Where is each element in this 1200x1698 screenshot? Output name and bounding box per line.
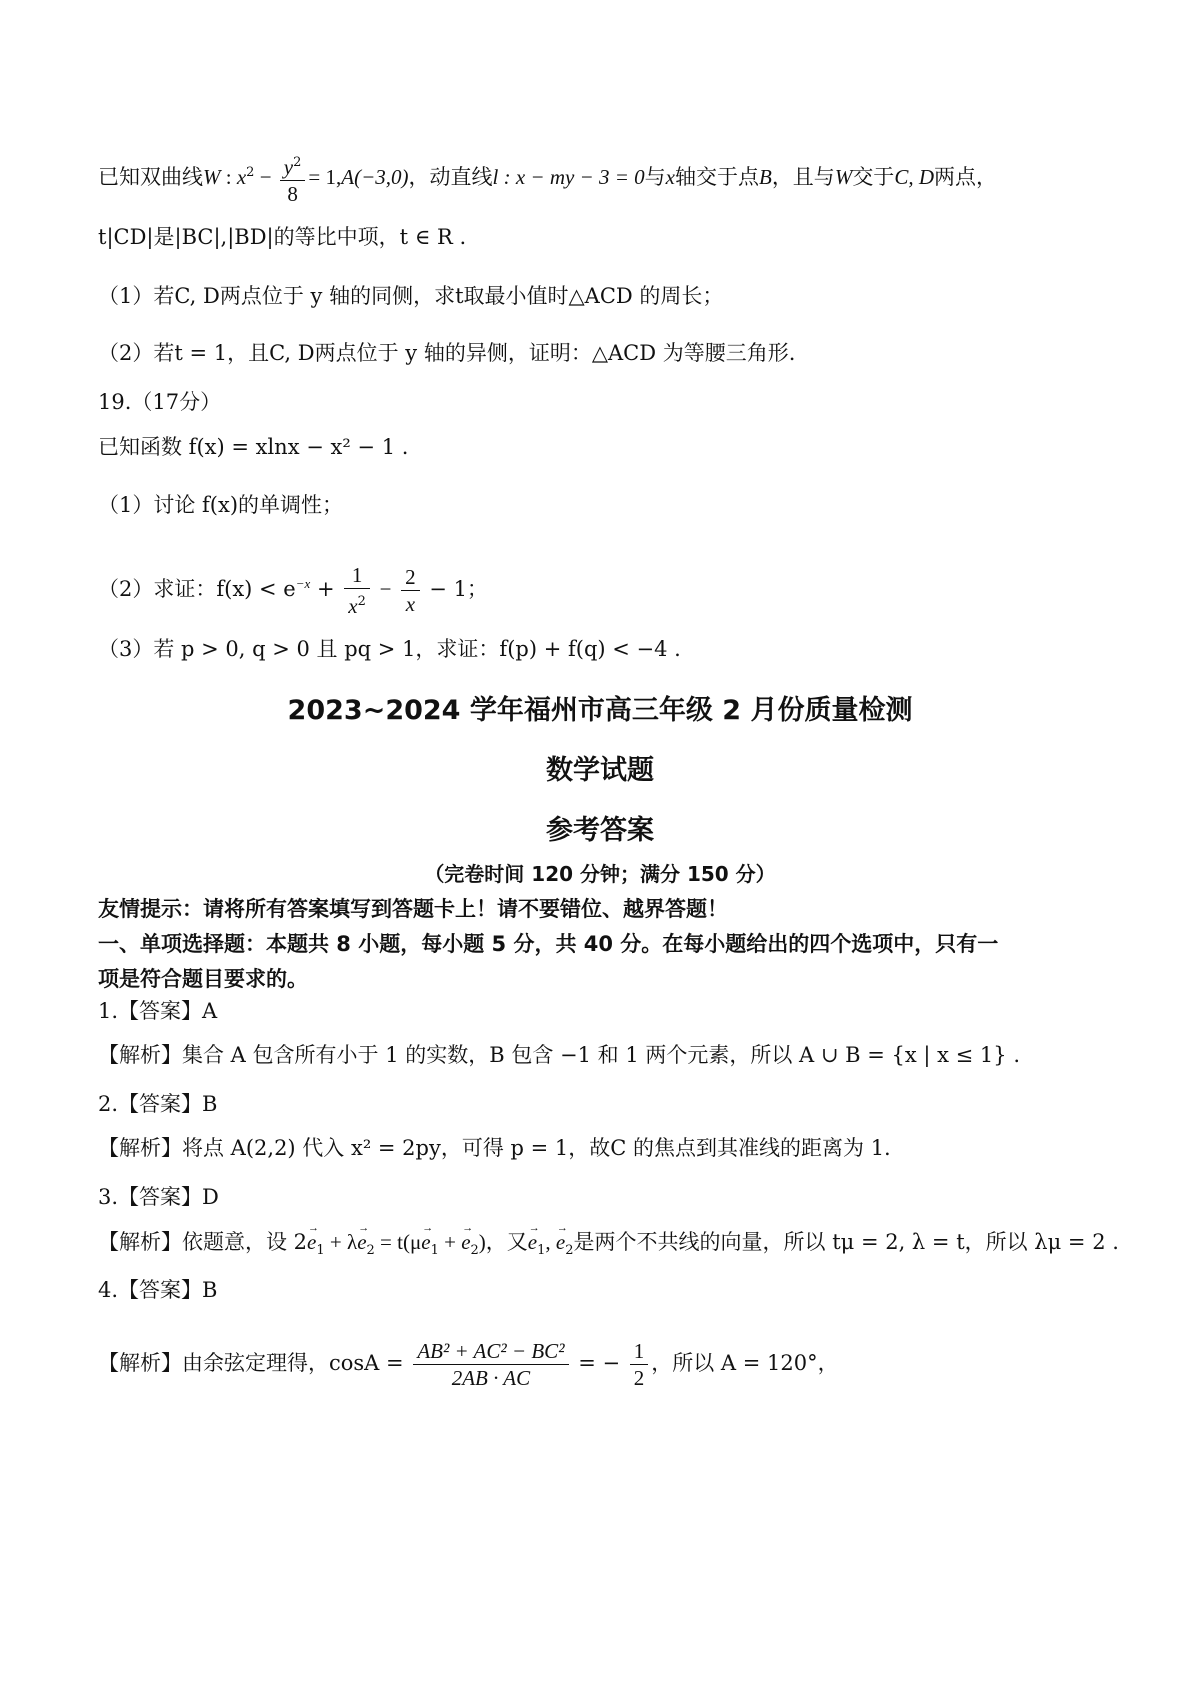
answers-subtitle: 参考答案 <box>546 815 654 846</box>
answers-subject: 数学试题 <box>546 755 654 786</box>
q4-explanation <box>98 1338 839 1391</box>
section1-line-b: 项是符合题目要求的。 <box>98 967 308 991</box>
q1-explanation: 【解析】集合 A 包含所有小于 1 的实数，B 包含 −1 和 1 两个元素，所以 A ∪ B = {x | x ≤ 1} . <box>98 1043 1021 1067</box>
q4-exp-b: = − <box>578 1351 621 1375</box>
p18-stem-a: 已知双曲线 <box>98 165 203 189</box>
q4-half: $\frac{1}{2}$ <box>630 1338 649 1391</box>
p18-part1: （1）若C, D两点位于 y 轴的同侧，求t取最小值时△ACD 的周长； <box>98 284 724 308</box>
p18-fraction: $\frac{y^2}{8}$ <box>280 150 306 207</box>
p18-stem-f: 交于 <box>852 165 895 189</box>
p18-stem-g: 两点， <box>934 165 997 189</box>
q2-explanation: 【解析】将点 A(2,2) 代入 x² = 2py，可得 p = 1，故C 的焦点到其准线的距离为 1. <box>98 1136 891 1160</box>
p18-curve-name-2: W <box>834 165 853 189</box>
p19-stem: 已知函数 f(x) = xlnx − x² − 1 . <box>98 435 409 459</box>
q4-exp-a: 【解析】由余弦定理得，cosA = <box>98 1351 404 1375</box>
q3-exp-b: ，又 <box>485 1230 528 1254</box>
p18-stem-b: ，动直线 <box>408 165 493 189</box>
p19-header: 19.（17分） <box>98 390 222 414</box>
p19-part3: （3）若 p > 0, q > 0 且 pq > 1，求证：f(p) + f(q) < −4 . <box>98 637 681 661</box>
p19-part2-c: − 1； <box>429 577 488 601</box>
q4-denominator: 2AB · AC <box>451 1366 531 1390</box>
p19-part2-plus: + <box>316 577 335 601</box>
p18-stem-e: ，且与 <box>771 165 835 189</box>
p18-point-b: B <box>758 165 772 189</box>
q4-numerator: AB² + AC² − BC² <box>413 1338 568 1365</box>
q3-answer: 3.【答案】D <box>98 1185 219 1209</box>
q1-answer: 1.【答案】A <box>98 999 218 1023</box>
p19-part2: （2）求证：$f(x) < e^{-x}$ + $\frac{1}{x^2}$ − $\frac{2}{x}$ − 1； <box>98 563 488 618</box>
answers-title: 2023~2024 学年福州市高三年级 2 月份质量检测 <box>287 695 913 726</box>
p18-eq-one: = 1, <box>308 165 342 189</box>
exam-info: （完卷时间 120 分钟；满分 150 分） <box>424 862 776 886</box>
q3-exp-c: 是两个不共线的向量，所以 tμ = 2, λ = t，所以 λμ = 2 . <box>573 1230 1119 1254</box>
p19-part1: （1）讨论 f(x)的单调性； <box>98 493 344 517</box>
q3-explanation: 【解析】依题意，设 $2\to e_1 + \lambda\to e_2 = t(\mu\to e_1$ + → $e_2$)，又→ $e_1$, → $e_2$是两个不共线的向量，所以 tμ = 2, λ = t，所以 λμ = 2 . <box>98 1227 1119 1266</box>
p18-stem-line: 已知双曲线W : $x^2$ − $\frac{y^2}{8}$ = 1,A(−3,0)，动直线l : x − my − 3 = 0与x轴交于点B，且与W交于C, D两点， <box>98 150 997 207</box>
q4-exp-c: ，所以 A = 120°， <box>651 1351 839 1375</box>
p18-point-a: A(−3,0) <box>341 165 409 189</box>
p18-stem-c: 与 <box>644 165 666 189</box>
p18-part2: （2）若t = 1，且C, D两点位于 y 轴的异侧，证明：△ACD 为等腰三角形. <box>98 341 796 365</box>
q2-answer: 2.【答案】B <box>98 1092 218 1116</box>
p18-stem-d: 轴交于点 <box>674 165 759 189</box>
p18-line-l: l : x − my − 3 = 0 <box>492 165 645 189</box>
p18-x-axis: x <box>665 165 675 189</box>
p19-part2-exp: −x <box>295 576 311 591</box>
section1-line-a: 一、单项选择题：本题共 8 小题，每小题 5 分，共 40 分。在每小题给出的四个选项中，只有一 <box>98 932 999 956</box>
q4-answer: 4.【答案】B <box>98 1278 218 1302</box>
p19-part2-a: （2）求证：f(x) < e <box>98 577 296 601</box>
q4-fraction <box>413 1338 568 1391</box>
tip: 友情提示：请将所有答案填写到答题卡上！请不要错位、越界答题！ <box>98 897 728 921</box>
p18-line2: t|CD|是|BC|,|BD|的等比中项，t ∈ R . <box>98 225 467 249</box>
p19-frac-1: $\frac{1}{x^2}$ <box>344 562 370 619</box>
p18-cd: C, D <box>894 165 934 189</box>
q3-exp-a: 【解析】依题意，设 2 <box>98 1230 308 1254</box>
p18-curve-name: W <box>203 165 221 189</box>
p19-frac-2: $\frac{2}{x}$ <box>401 564 420 617</box>
